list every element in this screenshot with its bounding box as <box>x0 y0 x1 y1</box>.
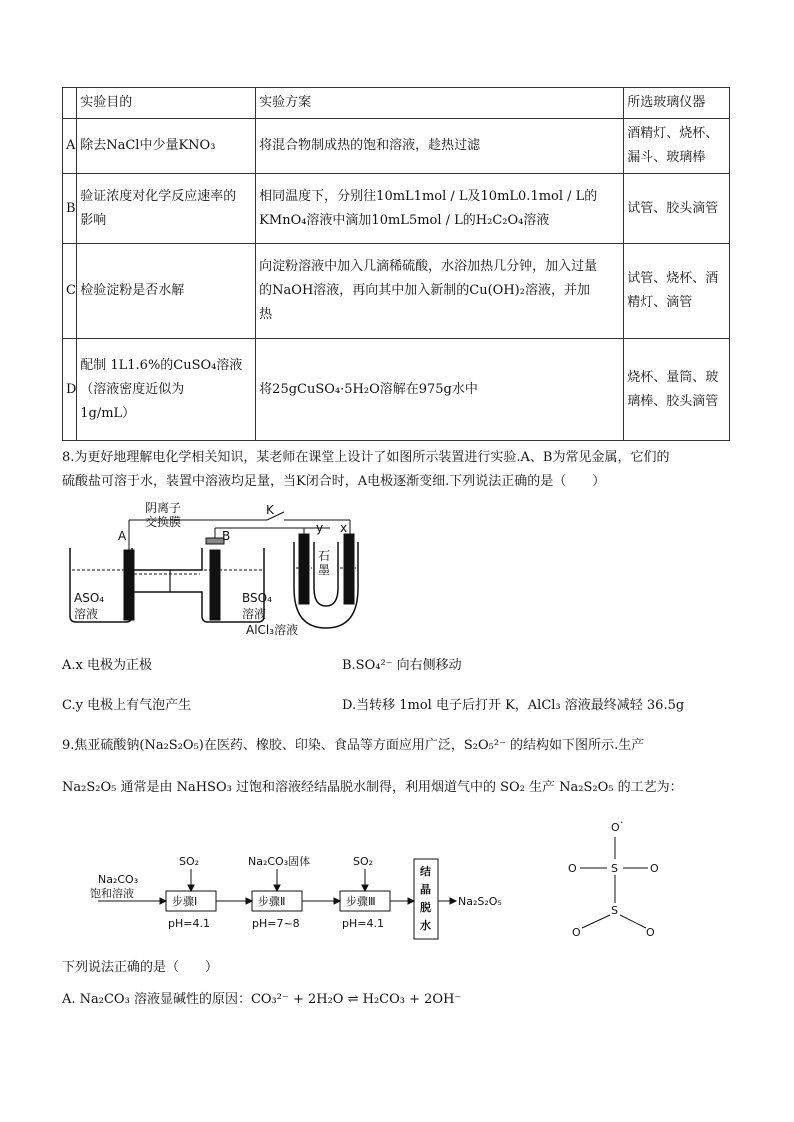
q9-option-a: A. Na₂CO₃ 溶液显碱性的原因：CO₃²⁻ + 2H₂O ⇌ H₂CO₃ + 2OH⁻ <box>62 992 462 1007</box>
row-label: D <box>63 339 77 441</box>
purpose-cell <box>77 244 256 339</box>
process-flow-diagram <box>62 845 532 945</box>
q8-stem-line: 8.为更好地理解电化学相关知识，某老师在课堂上设计了如图所示装置进行实验.A、B为常见金属，它们的 <box>62 450 670 465</box>
instruments-line: 酒精灯、烧杯、 <box>627 126 719 141</box>
atom-o: O <box>650 862 659 875</box>
instruments-cell <box>624 174 730 244</box>
flow-product-label: Na₂S₂O₅ <box>458 895 502 908</box>
purpose-line: 1g/mL） <box>80 405 136 421</box>
instruments-line: 试管、烧杯、酒 <box>627 271 719 286</box>
switch-k-label: K <box>266 503 274 517</box>
table-header-cell: 所选玻璃仪器 <box>624 88 730 119</box>
q9-stem-line: Na₂S₂O₅ 通常是由 NaHSO₃ 过饱和溶液经结晶脱水制得，利用烟道气中的 SO₂ 生产 Na₂S₂O₅ 的工艺为： <box>62 780 683 795</box>
flow-cryst-char: 水 <box>420 919 431 932</box>
alcl3-label: AlCl₃溶液 <box>246 623 299 637</box>
flow-ph-label: pH=7~8 <box>252 917 300 930</box>
membrane-label: 阴离子 <box>145 501 182 515</box>
flow-so2-label: SO₂ <box>353 855 374 868</box>
table-row <box>63 244 730 339</box>
instruments-line: 璃棒、胶头滴管 <box>627 393 719 409</box>
flow-ph-label: pH=4.1 <box>168 917 210 930</box>
method-line: 将25gCuSO₄·5H₂O溶解在975g水中 <box>259 381 478 397</box>
membrane-label: 交换膜 <box>145 515 182 529</box>
q8-option-d: D.当转移 1mol 电子后打开 K，AlCl₃ 溶液最终减轻 36.5g <box>342 698 685 713</box>
method-line: KMnO₄溶液中滴加10mL5mol / L的H₂C₂O₄溶液 <box>259 212 550 228</box>
instruments-line: 烧杯、量筒、玻 <box>627 369 719 385</box>
flow-ph-label: pH=4.1 <box>342 917 384 930</box>
purpose-cell <box>77 339 256 441</box>
electrode-a-label: A <box>118 529 127 543</box>
method-line: 热 <box>259 307 273 322</box>
graphite-label: 墨 <box>318 563 331 577</box>
instruments-line: 漏斗、玻璃棒 <box>627 150 706 165</box>
flow-start-label: 饱和溶液 <box>90 887 134 900</box>
flow-cryst-char: 晶 <box>420 883 431 896</box>
experiment-table <box>62 87 730 441</box>
flow-cryst-char: 结 <box>420 865 431 878</box>
flow-step-1: 步骤Ⅰ <box>172 895 198 908</box>
purpose-line: 检验淀粉是否水解 <box>80 283 185 298</box>
method-line: 相同温度下，分别往10mL1mol / L及10mL0.1mol / L的 <box>259 188 598 204</box>
flow-so2-label: SO₂ <box>179 855 200 868</box>
q8-option-b: B.SO₄²⁻ 向右侧移动 <box>342 658 462 673</box>
q8-option-c: C.y 电极上有气泡产生 <box>62 698 192 713</box>
aso4-label: ASO₄ <box>74 591 105 605</box>
method-cell <box>256 339 624 441</box>
flow-step-2: 步骤Ⅱ <box>258 895 286 908</box>
atom-o: O <box>572 926 581 939</box>
atom-o: O <box>611 821 620 834</box>
purpose-line: 除去NaCl中少量KNO₃ <box>80 138 216 153</box>
electrode-a <box>124 550 134 620</box>
purpose-cell <box>77 119 256 174</box>
electrochemistry-apparatus-figure <box>62 498 392 638</box>
row-label: B <box>63 174 77 244</box>
instruments-cell <box>624 244 730 339</box>
electrode-x-label: x <box>340 521 348 535</box>
method-line: 向淀粉溶液中加入几滴稀硫酸，水浴加热几分钟，加入过量 <box>259 259 598 274</box>
instruments-line: 精灯、滴管 <box>627 295 693 310</box>
aso4-label: 溶液 <box>74 607 99 621</box>
electrode-x <box>344 534 354 604</box>
purpose-line: 验证浓度对化学反应速率的 <box>80 188 237 204</box>
flow-solid-label: Na₂CO₃固体 <box>248 855 311 868</box>
flow-step-3: 步骤Ⅲ <box>346 895 376 908</box>
instruments-cell <box>624 119 730 174</box>
atom-s: S <box>611 862 618 875</box>
table-row <box>63 174 730 244</box>
method-line: 的NaOH溶液，再向其中加入新制的Cu(OH)₂溶液，并加 <box>259 283 590 298</box>
table-header-row <box>63 88 730 119</box>
atom-o: O <box>646 926 655 939</box>
bso4-label: BSO₄ <box>242 591 272 605</box>
electrode-b <box>210 550 220 620</box>
atom-o: O <box>568 862 577 875</box>
electrode-y <box>299 534 309 604</box>
electrode-y-label: y <box>316 521 324 535</box>
purpose-line: 影响 <box>80 212 107 228</box>
graphite-label: 石 <box>318 549 331 563</box>
table-header-cell <box>63 88 77 119</box>
radical-dot: · <box>620 816 624 829</box>
table-header-cell: 实验目的 <box>77 88 256 119</box>
q9-stem-line: 9.焦亚硫酸钠(Na₂S₂O₅)在医药、橡胶、印染、食品等方面应用广泛，S₂O₅²⁻ 的结构如下图所示.生产 <box>62 738 645 753</box>
method-line: 将混合物制成热的饱和溶液，趁热过滤 <box>259 138 481 153</box>
instruments-line: 试管、胶头滴管 <box>627 200 719 216</box>
atom-s: S <box>611 904 618 917</box>
electrode-b-label: B <box>222 529 231 543</box>
purpose-line: 配制 1L1.6%的CuSO₄溶液 <box>80 357 243 373</box>
q9-ask: 下列说法正确的是（ ） <box>62 960 219 975</box>
flow-cryst-char: 脱 <box>420 901 431 914</box>
purpose-cell <box>77 174 256 244</box>
table-row <box>63 339 730 441</box>
row-label: C <box>63 244 77 339</box>
q8-option-a: A.x 电极为正极 <box>62 658 152 673</box>
method-cell <box>256 244 624 339</box>
bso4-label: 溶液 <box>242 607 267 621</box>
q8-stem-line: 硫酸盐可溶于水，装置中溶液均足量，当K闭合时，A电极逐渐变细.下列说法正确的是（ ） <box>62 474 606 489</box>
flow-start-label: Na₂CO₃ <box>98 873 139 886</box>
purpose-line: （溶液密度近似为 <box>80 381 185 397</box>
method-cell <box>256 119 624 174</box>
method-cell <box>256 174 624 244</box>
instruments-cell <box>624 339 730 441</box>
table-header-cell: 实验方案 <box>256 88 624 119</box>
table-row <box>63 119 730 174</box>
row-label: A <box>63 119 77 174</box>
s2o5-structure-diagram <box>560 815 670 940</box>
